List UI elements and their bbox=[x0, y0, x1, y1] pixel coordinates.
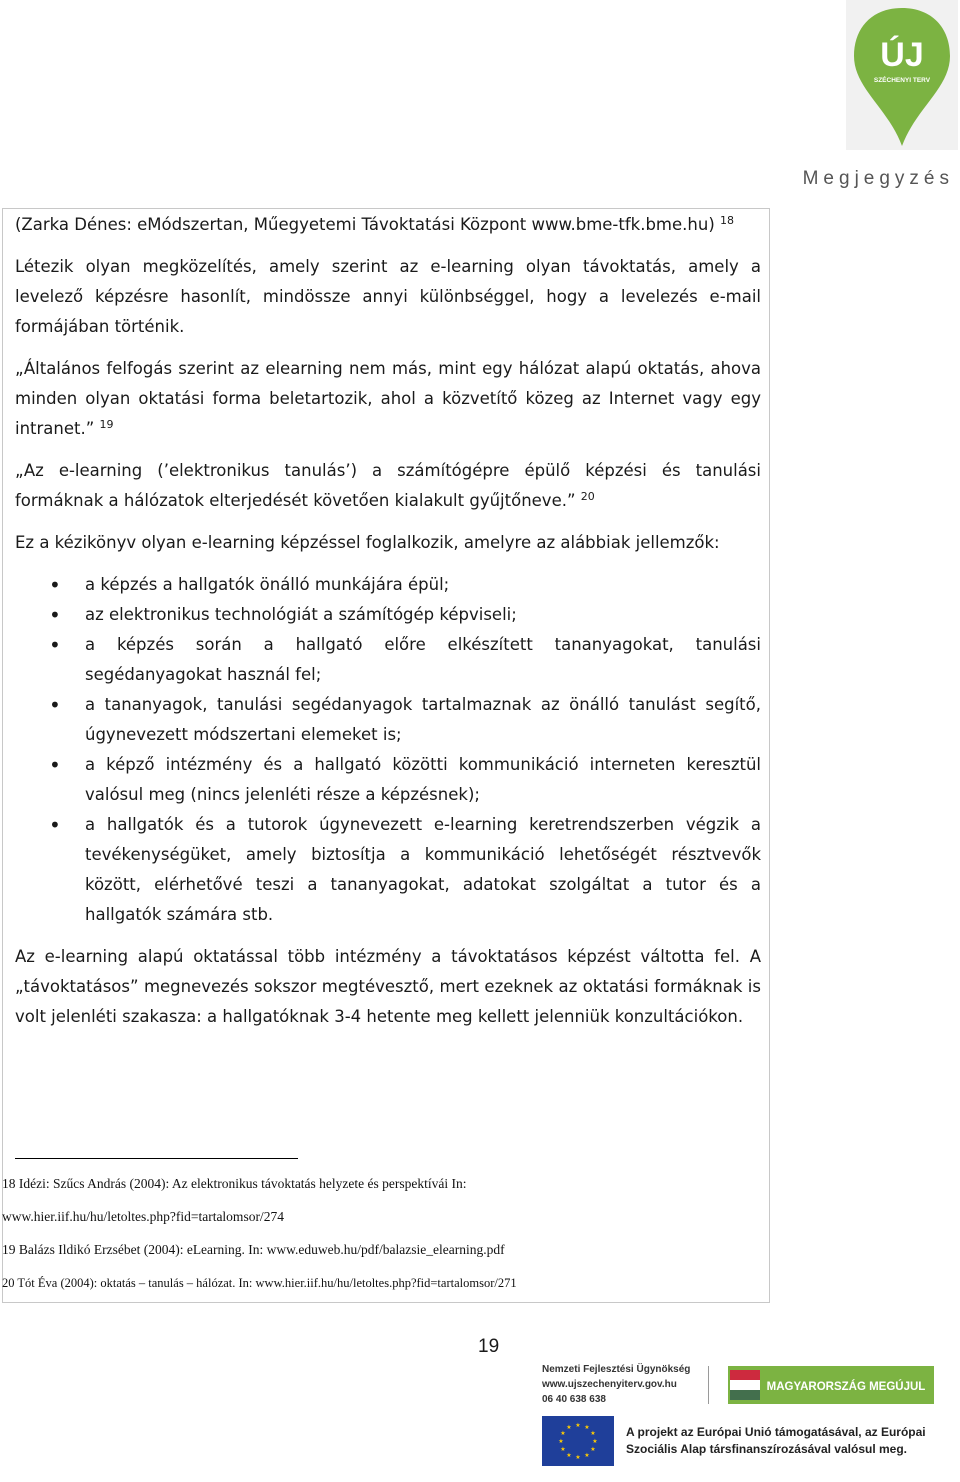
footnote-ref-18[interactable]: 18 bbox=[720, 214, 735, 227]
svg-text:★: ★ bbox=[575, 1454, 581, 1461]
footnote-20: 20 Tót Éva (2004): oktatás – tanulás – hálózat. In: www.hier.iif.hu/hu/letoltes.php?fid=tartalomsor/271 bbox=[2, 1276, 517, 1290]
svg-text:★: ★ bbox=[592, 1438, 598, 1445]
svg-text:★: ★ bbox=[566, 1452, 572, 1459]
eu-funding-line1: A projekt az Európai Unió támogatásával, az Európai bbox=[626, 1425, 926, 1439]
footnote-18-line1: 18 Idézi: Szűcs András (2004): Az elektronikus távoktatás helyzete és perspektívái In: bbox=[2, 1176, 467, 1191]
paragraph-intro-list: Ez a kézikönyv olyan e-learning képzéssel foglalkozik, amelyre az alábbiak jellemzők: bbox=[15, 533, 720, 552]
paragraph-source bbox=[15, 210, 761, 240]
svg-text:★: ★ bbox=[575, 1422, 581, 1429]
uj-szechenyi-terv-logo bbox=[846, 0, 958, 150]
eu-funding-line2: Szociális Alap társfinanszírozásával valósul meg. bbox=[626, 1442, 907, 1456]
paragraph-source-text: (Zarka Dénes: eMódszertan, Műegyetemi Távoktatási Központ www.bme-tfk.bme.hu) bbox=[15, 215, 715, 234]
footnote-19: 19 Balázs Ildikó Erzsébet (2004): eLearning. In: www.eduweb.hu/pdf/balazsie_elearning.pdf bbox=[2, 1242, 505, 1257]
list-item: • a hallgatók és a tutorok úgynevezett e-learning keretrendszerben végzik a tevékenységüket, amely biztosítja a kommunikáció lehetőségét résztvevők között, elérhetővé teszi a tananyagokat, adatokat szolgáltat a tutor és a hallgatók számára stb. bbox=[15, 810, 761, 930]
agency-name: Nemzeti Fejlesztési Ügynökség bbox=[542, 1364, 691, 1375]
eu-funding-note bbox=[626, 1424, 926, 1458]
magyarorszag-megujul-banner bbox=[728, 1366, 934, 1404]
logo-small-text: SZÉCHENYI TERV bbox=[873, 77, 931, 84]
svg-text:★: ★ bbox=[560, 1446, 566, 1453]
svg-text:★: ★ bbox=[584, 1452, 590, 1459]
agency-phone: 06 40 638 638 bbox=[542, 1394, 606, 1405]
footnote-18-line2[interactable]: www.hier.iif.hu/hu/letoltes.php?fid=tartalomsor/274 bbox=[2, 1209, 284, 1224]
svg-text:★: ★ bbox=[590, 1446, 596, 1453]
paragraph-quote-1 bbox=[15, 354, 761, 444]
list-item: • a tananyagok, tanulási segédanyagok tartalmaznak az önálló tanulást segítő, úgynevezett módszertani elemeket is; bbox=[15, 690, 761, 750]
paragraph-definition-1: Létezik olyan megközelítés, amely szerint az e-learning olyan távoktatás, amely a levelező képzésre hasonlít, mindössze annyi különbséggel, hogy a levelezés e-mail formájában történik. bbox=[15, 257, 761, 336]
svg-text:★: ★ bbox=[560, 1430, 566, 1437]
svg-text:★: ★ bbox=[558, 1438, 564, 1445]
eu-flag-icon bbox=[542, 1416, 614, 1466]
main-text bbox=[15, 210, 761, 1044]
svg-text:★: ★ bbox=[566, 1424, 572, 1431]
agency-info bbox=[542, 1362, 690, 1407]
quote-2-text: „Az e-learning (’elektronikus tanulás’) a számítógépre épülő képzési és tanulási formáknak a hálózatok elterjedését követően kialakult gyűjtőneve.” bbox=[15, 461, 761, 510]
list-item: • a képzés a hallgatók önálló munkájára épül; bbox=[15, 570, 761, 600]
footer-divider bbox=[708, 1366, 709, 1404]
agency-website[interactable]: www.ujszechenyiterv.gov.hu bbox=[542, 1379, 677, 1390]
paragraph-conclusion: Az e-learning alapú oktatással több intézmény a távoktatásos képzést váltotta fel. A „távoktatásos” megnevezés sokszor megtévesztő, mert ezeknek az oktatási formáknak is volt jelenléti szakasza: a hallgatóknak 3-4 hetente meg kellett jelenniük konzultációkon. bbox=[15, 947, 761, 1026]
banner-text: MAGYARORSZÁG MEGÚJUL bbox=[766, 1381, 926, 1393]
list-item: • a képző intézmény és a hallgató közötti kommunikáció interneten keresztül valósul meg (nincs jelenléti része a képzésnek); bbox=[15, 750, 761, 810]
list-item: • a képzés során a hallgató előre elkészített tananyagokat, tanulási segédanyagokat használ fel; bbox=[15, 630, 761, 690]
characteristics-list bbox=[15, 570, 761, 930]
side-notes-label: Megjegyzés bbox=[802, 168, 954, 189]
footnote-divider bbox=[15, 1158, 298, 1159]
svg-text:★: ★ bbox=[590, 1430, 596, 1437]
footnote-ref-19[interactable]: 19 bbox=[99, 418, 114, 431]
page-number: 19 bbox=[478, 1336, 500, 1357]
footnote-ref-20[interactable]: 20 bbox=[580, 490, 595, 503]
list-item: • az elektronikus technológiát a számítógép képviseli; bbox=[15, 600, 761, 630]
paragraph-quote-2 bbox=[15, 456, 761, 516]
quote-1-text: „Általános felfogás szerint az elearning nem más, mint egy hálózat alapú oktatás, ahova minden olyan oktatási forma beletartozik, ahol a közvetítő közeg az Internet vagy egy intranet.” bbox=[15, 359, 761, 438]
svg-text:★: ★ bbox=[584, 1424, 590, 1431]
logo-big-text: ÚJ bbox=[880, 36, 924, 74]
